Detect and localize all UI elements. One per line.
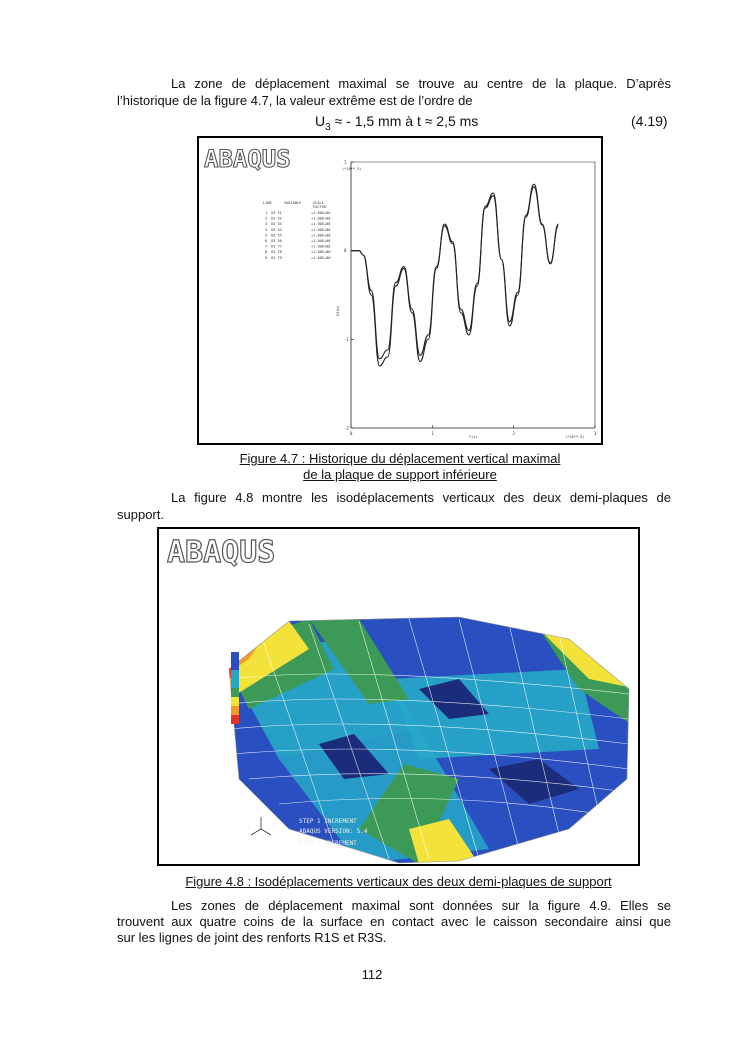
series-line	[351, 184, 558, 366]
x-tick-label: 3	[594, 431, 597, 436]
legend-header: VARIABLE	[284, 201, 302, 205]
legend-variable: U3 56	[271, 239, 282, 243]
series-group	[351, 184, 558, 366]
page-number: 112	[361, 967, 383, 982]
legend-line-number: 6	[265, 239, 268, 243]
legend-scale: +1.00E+00	[311, 250, 331, 255]
paragraph-3-line-2: trouvent aux quatre coins de la surface en contact avec le caisson secondaire ainsi que	[117, 914, 671, 929]
caption-line-1: Figure 4.7 : Historique du déplacement vertical maximal	[239, 451, 561, 466]
figure-4-7-caption	[197, 451, 603, 483]
paragraph-1-line-2: l’historique de la figure 4.7, la valeur extrême est de l’ordre de	[117, 93, 473, 108]
equation-lhs: U	[315, 113, 326, 129]
paragraph-1-line-1: La zone de déplacement maximal se trouve au centre de la plaque. D’après	[171, 76, 671, 91]
y-tick-label: 0	[344, 248, 347, 254]
legend-scale: +1.00E+00	[311, 227, 331, 232]
legend-line-number: 7	[265, 244, 268, 249]
x-multiplier: (*10**-3)	[565, 435, 585, 439]
axis-triad-icon	[251, 817, 271, 835]
color-legend-swatch	[231, 679, 239, 688]
equation-subscript: 3	[325, 121, 331, 133]
legend-scale: +1.00E+00	[311, 211, 331, 215]
figure-4-7-canvas	[199, 138, 601, 443]
legend-scale: +1.00E+00	[311, 222, 331, 227]
caption-line-2: de la plaque de support inférieure	[303, 467, 497, 482]
legend-line-number: 9	[265, 255, 268, 260]
legend-line-number: 5	[265, 233, 268, 238]
equation-number: (4.19)	[631, 113, 668, 129]
x-tick-label: 2	[512, 431, 516, 436]
legend-variable: U3 51	[271, 211, 282, 215]
legend-variable: U3 54	[271, 227, 282, 232]
legend-line-number: 1	[265, 211, 268, 215]
y-tick-label: -1	[344, 336, 349, 342]
paragraph-2-line-2: support.	[117, 507, 164, 522]
legend-variable: U3 55	[271, 233, 282, 238]
overlay-text-2: ABAQUS VERSION: 5.4	[299, 828, 368, 835]
y-multiplier: (*10**-3)	[342, 167, 362, 171]
color-legend-swatch	[231, 706, 239, 715]
legend-scale: +1.00E+00	[311, 233, 331, 238]
equation-rhs: ≈ - 1,5 mm à t ≈ 2,5 ms	[330, 113, 479, 129]
x-tick-label: 0	[350, 431, 353, 436]
overlay-text-3: STEP 1 INCREMENT	[299, 840, 357, 847]
legend-scale: +1.00E+00	[311, 244, 331, 249]
abaqus-logo: ABAQUS	[167, 535, 276, 570]
y-axis-title: U3(m)	[336, 305, 340, 316]
legend-variable: U3 53	[271, 222, 282, 227]
legend-variable: U3 77	[271, 244, 282, 249]
abaqus-logo: ABAQUS	[204, 145, 291, 173]
figure-4-8-caption: Figure 4.8 : Isodéplacements verticaux des deux demi-plaques de support	[185, 874, 612, 889]
equation-4-19	[315, 113, 478, 133]
legend-variable: U3 52	[271, 216, 282, 221]
ticks	[344, 160, 597, 437]
legend-scale: +1.00E+00	[311, 239, 331, 243]
legend-header: LINE	[263, 201, 272, 205]
figure-4-8	[157, 527, 640, 866]
paragraph-3-line-3: sur les lignes de joint des renforts R1S et R3S.	[117, 930, 387, 945]
legend-header: FACTOR	[313, 205, 326, 209]
color-legend-swatch	[231, 652, 239, 661]
legend-scale: +1.00E+00	[311, 255, 331, 260]
paragraph-2-line-1: La figure 4.8 montre les isodéplacements verticaux des deux demi-plaques de	[171, 490, 671, 505]
overlay-text-1: STEP 1 INCREMENT	[299, 818, 357, 825]
figure-4-7	[197, 136, 603, 445]
color-legend	[231, 652, 239, 724]
figure-4-8-canvas	[159, 529, 638, 864]
paragraph-3-line-1: Les zones de déplacement maximal sont données sur la figure 4.9. Elles se	[171, 898, 671, 913]
y-tick-label: 1	[344, 159, 347, 165]
legend-variable: U3 79	[271, 255, 282, 260]
color-legend-swatch	[231, 670, 239, 679]
legend-scale: +1.00E+00	[311, 216, 331, 221]
color-legend-swatch	[231, 688, 239, 697]
contour-plot	[159, 529, 638, 864]
x-axis-title: T(s)	[469, 435, 478, 439]
color-legend-swatch	[231, 697, 239, 706]
legend-variable: U3 78	[271, 250, 282, 255]
legend	[263, 201, 330, 260]
legend-header: SCALE	[313, 201, 324, 205]
legend-line-number: 8	[265, 250, 268, 255]
legend-line-number: 3	[265, 222, 268, 227]
color-legend-swatch	[231, 661, 239, 670]
color-legend-swatch	[231, 715, 239, 724]
legend-line-number: 2	[265, 216, 268, 221]
y-tick-label: -2	[344, 425, 349, 431]
legend-line-number: 4	[265, 227, 268, 232]
x-tick-label: 1	[431, 431, 434, 436]
